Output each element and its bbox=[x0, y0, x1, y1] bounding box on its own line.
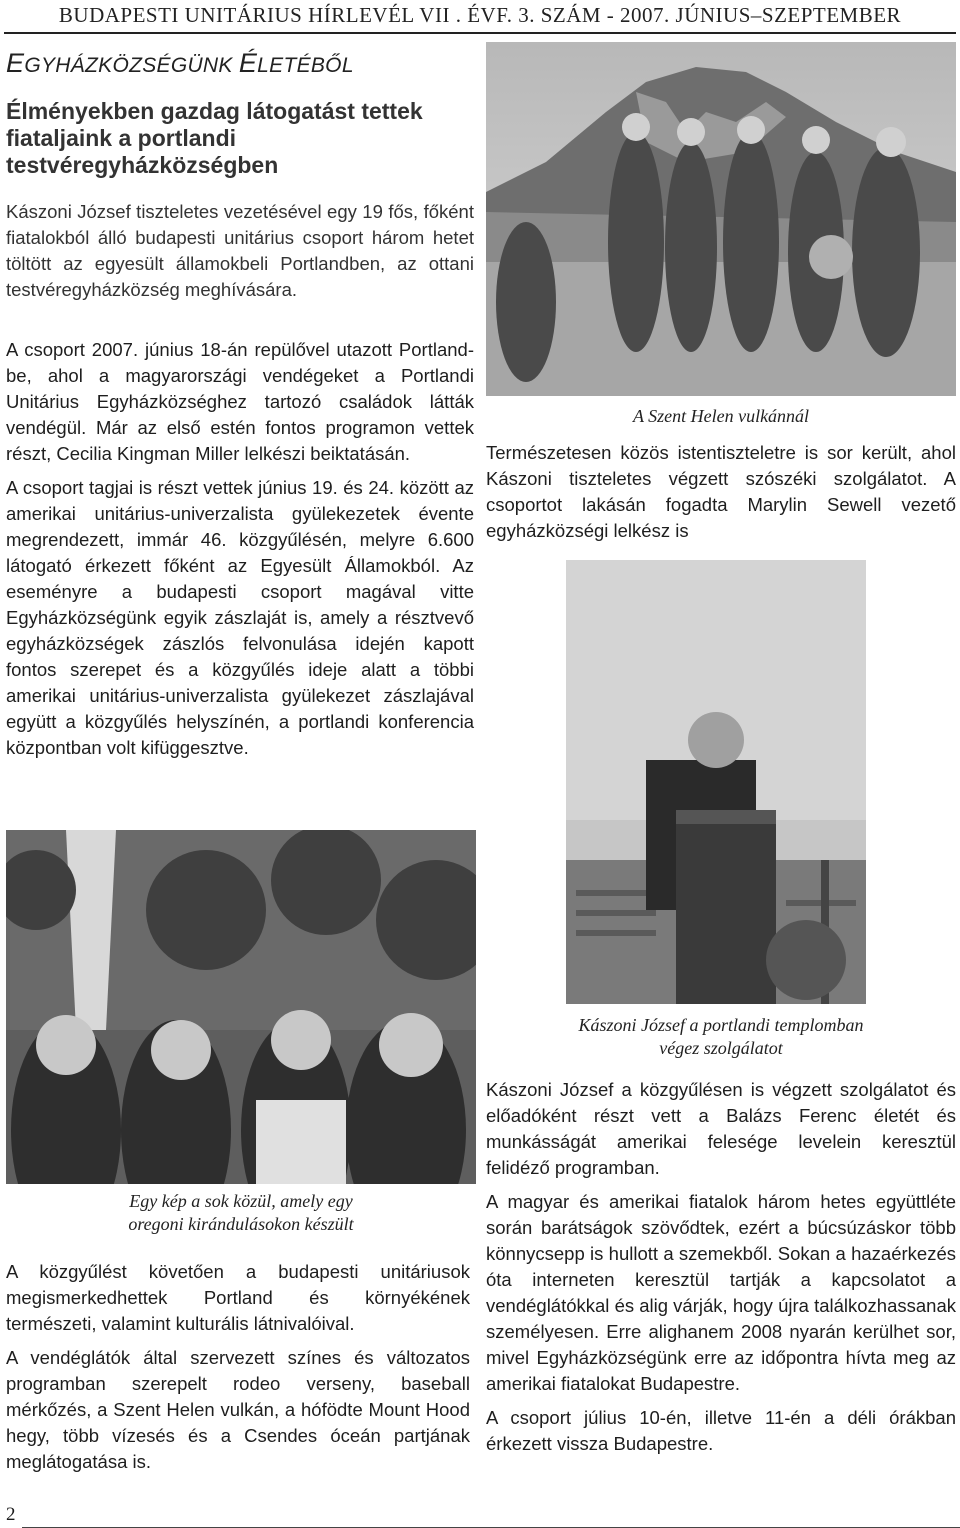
section-title-part: GYHÁZKÖZSÉGÜNK bbox=[24, 54, 239, 77]
section-title-part-2: LETÉBŐL bbox=[257, 54, 354, 77]
volcano-caption: A Szent Helen vulkánnál bbox=[632, 406, 810, 426]
article-lead bbox=[6, 199, 474, 311]
paragraph: A vendéglátók által szervezett színes és változatos programban szerepelt rodeo verseny, baseball mérkőzés, a Szent Helen vulkán, a hófödte Mount Hood hegy, több vízesés és a Csendes óceán partjának meglátogatása is. bbox=[6, 1347, 470, 1472]
paragraph: A közgyűlést követően a budapesti unitáriusok megismerkedhettek Portland és környékének természeti, valamint kulturális látnivalóival. bbox=[6, 1261, 470, 1334]
newsletter-header: BUDAPESTI UNITÁRIUS HÍRLEVÉL VII . ÉVF. 3. SZÁM - 2007. JÚNIUS–SZEPTEMBER bbox=[58, 3, 902, 27]
paragraph: Kászoni József a közgyűlésen is végzett szolgálatot és előadóként részt vett a Balázs Ferenc életét és munkásságát amerikai felesége levelein keresztül felidéző programban. bbox=[486, 1079, 956, 1178]
paragraph: A csoport július 10-én, illetve 11-én a déli órákban érkezett vissza Budapestre. bbox=[486, 1407, 956, 1454]
church-caption bbox=[486, 1014, 956, 1060]
paragraph: A magyar és amerikai fiatalok három hetes együttléte során barátságok szövődtek, ezért a búcsúzáskor több könnycsepp is hullott a szemekből. Sokan a hazaérkezés óta interneten keresztül tartják a kapcsolatot a vendéglátókkal és alig várják, hogy újra találkozhassanak személyesen. Erre alighanem 2008 nyarán kerülhet sor, mivel Egyházközségünk erre az időpontra hívta meg az amerikai fiatalokat Budapestre. bbox=[486, 1191, 956, 1394]
page-number: 2 bbox=[6, 1504, 16, 1525]
section-title bbox=[6, 48, 476, 79]
right-column-bottom bbox=[486, 1077, 956, 1465]
paragraph: Természetesen közös istentiszteletre is sor került, ahol Kászoni tiszteletes végzett szószéki szolgálatot. A csoportot lakásán fogadta Marylin Sewell vezető egyházközségi lelkész is bbox=[486, 442, 956, 541]
church-pulpit-photo bbox=[566, 560, 866, 1004]
paragraph: A csoport tagjai is részt vettek június 19. és 24. között az amerikai unitárius-univerzalista gyülekezetek évente megrendezett, immár 46. közgyűlésén, melyre 6.600 látogató érkezett főként az Egyesült Államokból. Az eseményre a budapesti csoport magával vitte Egyházközségünk egyik zászlaját is, amely a résztvevő egyházközségek zászlós felvonulása idején kapott fontos szerepet és a közgyűlés ideje alatt a többi amerikai unitárius-univerzalista gyülekezet zászlajával együtt a közgyűlés helyszínén, a portlandi konferencia központban volt kifüggesztve. bbox=[6, 477, 474, 758]
left-column bbox=[6, 337, 474, 769]
right-column-top bbox=[486, 440, 956, 552]
lead-paragraph: Kászoni József tiszteletes vezetésével egy 19 fős, főként fiatalokból álló budapesti unitárius csoport három hetet töltött az egyesült államokbeli Portlandben, az ottani testvéregyházközség meghívására. bbox=[6, 201, 474, 300]
section-title-initial-2: É bbox=[238, 48, 258, 78]
church-caption-line: Kászoni József a portlandi templomban bbox=[578, 1015, 864, 1035]
bottom-left-column bbox=[6, 1259, 470, 1483]
paragraph: A csoport 2007. június 18-án repülővel utazott Portland-be, ahol a magyarországi vendégeket a Portlandi Unitárius Egyházközséghez tartozó családok látták vendégül. Már az első estén fontos programon vettek részt, Cecilia Kingman Miller lelkészi beiktatásán. bbox=[6, 339, 474, 464]
article-title: Élményekben gazdag látogatást tettek fiataljaink a portlandi testvéregyházközségben bbox=[6, 98, 423, 178]
header-rule bbox=[4, 32, 956, 34]
excursion-caption bbox=[6, 1190, 476, 1236]
waterfall-group-photo bbox=[6, 830, 476, 1184]
church-caption-line: végez szolgálatot bbox=[659, 1038, 783, 1058]
excursion-caption-line: oregoni kirándulásokon készült bbox=[128, 1214, 354, 1234]
excursion-caption-line: Egy kép a sok közül, amely egy bbox=[129, 1191, 353, 1211]
section-title-initial: E bbox=[6, 48, 25, 78]
volcano-group-photo bbox=[486, 42, 956, 396]
